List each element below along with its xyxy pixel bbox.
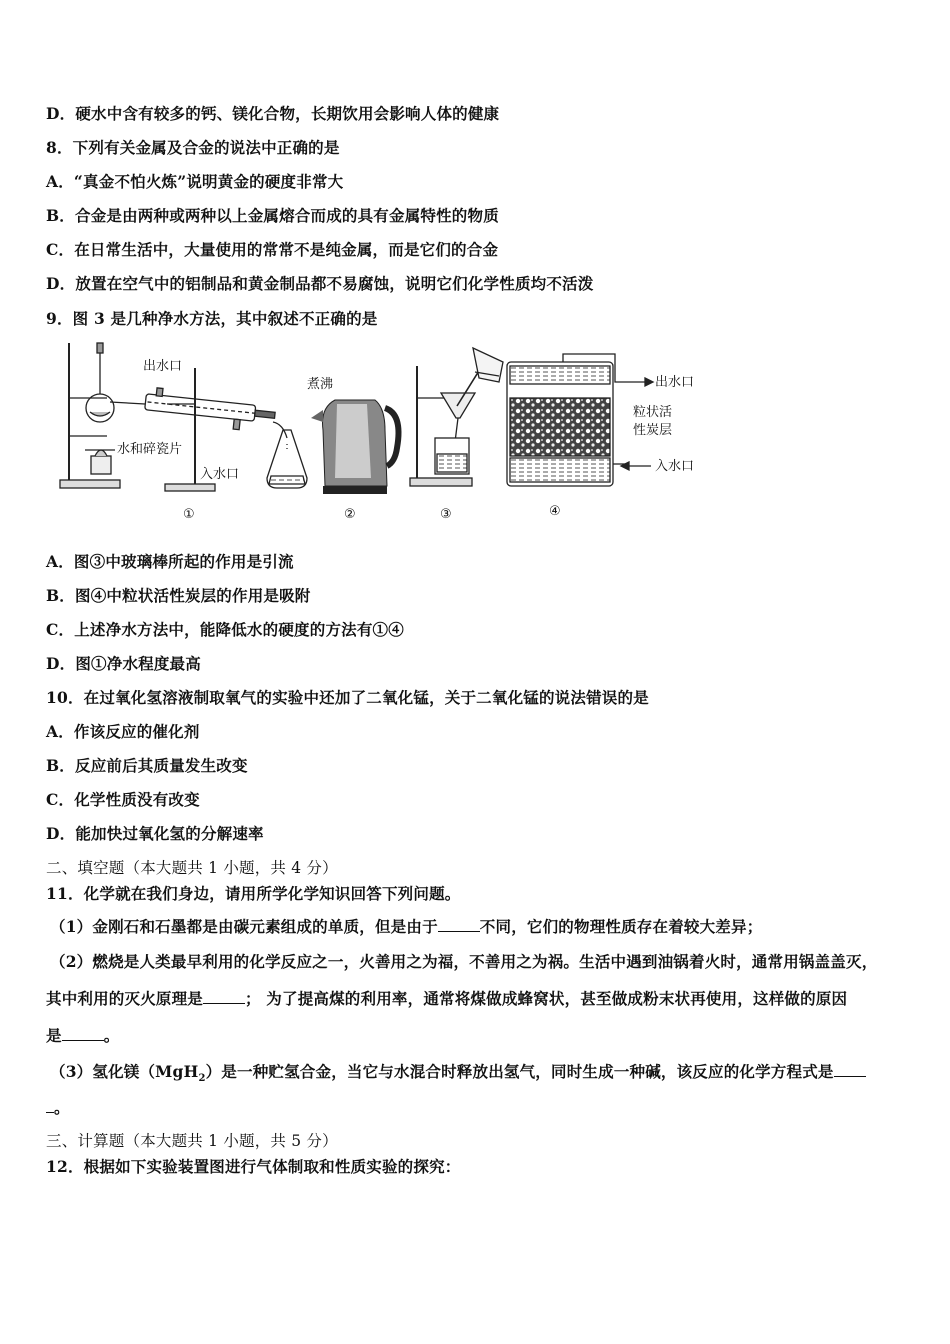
- q10-option-c: C．化学性质没有改变: [46, 790, 200, 809]
- q10-stem: 10．在过氧化氢溶液制取氧气的实验中还加了二氧化锰，关于二氧化锰的说法错误的是: [46, 688, 649, 707]
- q8-option-a: A．“真金不怕火炼”说明黄金的硬度非常大: [46, 172, 344, 191]
- label-boil: 煮沸: [307, 377, 334, 392]
- q11-part-2-text-c: 是: [46, 1026, 62, 1045]
- distillation-apparatus: [60, 343, 307, 491]
- q9-option-c: C．上述净水方法中，能降低水的硬度的方法有①④: [46, 620, 404, 639]
- q11-part-1-text-a: （1）金刚石和石墨都是由碳元素组成的单质，但是由于: [50, 917, 438, 936]
- q11-part-2-text-b: ； 为了提高煤的利用率，通常将煤做成蜂窝状，甚至做成粉末状再使用，这样做的原因: [245, 989, 848, 1008]
- answer-blank-3[interactable]: [62, 1026, 104, 1041]
- q11-part-3-text-b: ）是一种贮氢合金，当它与水混合时释放出氢气，同时生成一种碱，该反应的化学方程式是: [205, 1062, 834, 1081]
- label-outlet-2: 出水口: [655, 375, 695, 390]
- q8-option-d: D．放置在空气中的铝制品和黄金制品都不易腐蚀，说明它们化学性质均不活泼: [46, 274, 594, 293]
- answer-blank-4a[interactable]: [834, 1062, 866, 1077]
- q11-part-1-text-b: 不同，它们的物理性质存在着较大差异；: [479, 917, 763, 936]
- q10-option-b: B．反应前后其质量发生改变: [46, 756, 248, 775]
- q9-option-b: B．图④中粒状活性炭层的作用是吸附: [46, 586, 311, 605]
- answer-blank-4b[interactable]: [46, 1098, 54, 1113]
- q8-option-c: C．在日常生活中，大量使用的常常不是纯金属，而是它们的合金: [46, 240, 499, 259]
- label-inlet-2: 入水口: [655, 459, 695, 474]
- filtration-apparatus: [410, 348, 503, 486]
- electric-kettle: [311, 400, 399, 494]
- q11-part-2-text-d: 。: [103, 1026, 120, 1045]
- label-carbon-line2: 性炭层: [633, 423, 673, 438]
- water-purification-figure: [55, 338, 715, 528]
- figure-number-1: ①: [183, 507, 195, 522]
- section-3-heading: 三、计算题（本大题共 1 小题，共 5 分）: [46, 1132, 338, 1150]
- section-2-heading: 二、填空题（本大题共 1 小题，共 4 分）: [46, 859, 338, 877]
- answer-blank-1[interactable]: [438, 917, 480, 932]
- label-outlet-1: 出水口: [143, 359, 183, 374]
- q11-part-1: [50, 915, 762, 937]
- q10-option-d: D．能加快过氧化氢的分解速率: [46, 824, 264, 843]
- figure-number-2: ②: [344, 507, 356, 522]
- q11-part-2-text-a: 其中利用的灭火原理是: [46, 989, 204, 1008]
- q8-stem: 8．下列有关金属及合金的说法中正确的是: [46, 138, 340, 157]
- label-water-and-chips: 水和碎瓷片: [117, 442, 183, 457]
- q11-part-2-line-1: （2）燃烧是人类最早利用的化学反应之一，火善用之为福，不善用之为祸。生活中遇到油锅着火时，通常用锅盖盖灭，: [50, 952, 878, 971]
- q9-option-a: A．图③中玻璃棒所起的作用是引流: [46, 552, 294, 571]
- carbon-purifier: [507, 354, 653, 486]
- q11-stem: 11．化学就在我们身边，请用所学化学知识回答下列问题。: [46, 884, 461, 903]
- label-inlet-1: 入水口: [200, 467, 240, 482]
- q11-part-2-line-3: [46, 1024, 119, 1046]
- q11-part-3-end: [46, 1096, 70, 1118]
- q8-option-b: B．合金是由两种或两种以上金属熔合而成的具有金属特性的物质: [46, 206, 499, 225]
- q10-option-a: A．作该反应的催化剂: [46, 722, 200, 741]
- q7-option-d: D．硬水中含有较多的钙、镁化合物，长期饮用会影响人体的健康: [46, 104, 500, 123]
- q11-part-3-text-a: （3）氢化镁（MgH: [50, 1062, 199, 1081]
- q11-part-3-period: 。: [54, 1098, 70, 1117]
- subscript-2: 2: [198, 1073, 206, 1085]
- q12-stem: 12．根据如下实验装置图进行气体制取和性质实验的探究：: [46, 1157, 461, 1176]
- figure-number-4: ④: [549, 504, 561, 519]
- q9-stem: 9．图 3 是几种净水方法，其中叙述不正确的是: [46, 309, 378, 328]
- label-carbon-line1: 粒状活: [633, 405, 673, 420]
- q11-part-2-line-2: [46, 987, 847, 1009]
- q11-part-3: [50, 1060, 866, 1084]
- figure-number-3: ③: [440, 507, 452, 522]
- answer-blank-2[interactable]: [203, 989, 245, 1004]
- q9-option-d: D．图①净水程度最高: [46, 654, 201, 673]
